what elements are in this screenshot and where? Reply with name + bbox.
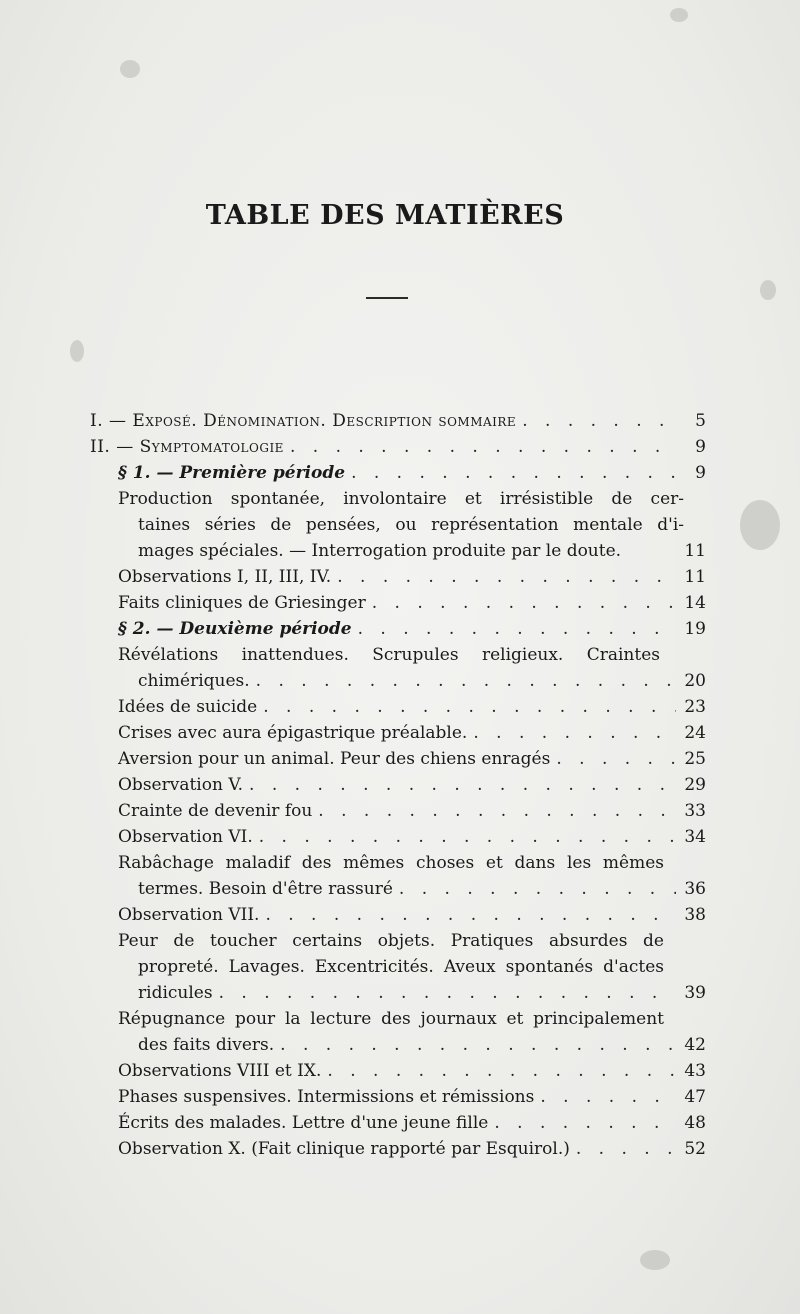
toc-entry	[90, 434, 706, 460]
toc-entry	[118, 798, 706, 824]
toc-line: Rabâchage maladif des mêmes choses et dans les mêmes	[118, 853, 664, 873]
toc-label: Crises avec aura épigastrique préalable.	[118, 723, 468, 743]
paper-stain	[640, 1250, 670, 1270]
toc-page: 11	[684, 567, 706, 587]
toc-entry	[118, 590, 706, 616]
toc-label: des faits divers.	[138, 1035, 275, 1055]
toc-entry	[118, 772, 706, 798]
toc-label: II. — Symptomatologie	[90, 437, 284, 457]
toc-label: Idées de suicide	[118, 697, 258, 717]
toc-label: termes. Besoin d'être rassuré	[138, 879, 393, 899]
toc-page: 33	[684, 801, 706, 821]
toc-label: § 1. — Première période	[118, 463, 346, 483]
toc-label: § 2. — Deuxième période	[118, 619, 352, 639]
toc-page: 14	[684, 593, 706, 613]
toc-entry	[118, 1110, 706, 1136]
toc-page: 39	[684, 983, 706, 1003]
paper-stain	[740, 500, 780, 550]
toc-page: 52	[684, 1139, 706, 1159]
toc-label: mages spéciales. — Interrogation produite par le doute.	[138, 541, 622, 561]
toc-entry	[118, 694, 706, 720]
leader-dots	[393, 876, 676, 902]
leader-dots	[366, 590, 676, 616]
toc-label: Phases suspensives. Intermissions et rémissions	[118, 1087, 535, 1107]
toc-entry	[118, 616, 706, 642]
leader-dots	[331, 564, 676, 590]
leader-dots	[550, 746, 676, 772]
toc-line: Production spontanée, involontaire et irrésistible de cer-	[118, 489, 684, 509]
leader-dots	[257, 694, 676, 720]
toc-page: 47	[684, 1087, 706, 1107]
leader-dots	[243, 772, 676, 798]
toc-entry	[118, 1136, 706, 1162]
toc-line: taines séries de pensées, ou représentation mentale d'i-	[138, 515, 684, 535]
leader-dots	[516, 408, 676, 434]
leader-dots	[467, 720, 676, 746]
toc-page: 43	[684, 1061, 706, 1081]
leader-dots	[250, 668, 676, 694]
toc-label: Crainte de devenir fou	[118, 801, 313, 821]
toc-page: 38	[684, 905, 706, 925]
toc-entry	[118, 564, 706, 590]
toc-page: 48	[684, 1113, 706, 1133]
leader-dots	[488, 1110, 676, 1136]
toc-entry	[118, 1084, 706, 1110]
toc-entry	[118, 642, 706, 694]
toc-page: 29	[684, 775, 706, 795]
toc-entry	[118, 720, 706, 746]
paper-stain	[760, 280, 776, 300]
toc-label: Observations I, II, III, IV.	[118, 567, 332, 587]
toc-page: 25	[684, 749, 706, 769]
toc-page: 34	[684, 827, 706, 847]
leader-dots	[253, 824, 676, 850]
toc-label: Observation V.	[118, 775, 244, 795]
toc-entry	[90, 408, 706, 434]
leader-dots	[345, 460, 676, 486]
paper-stain	[670, 8, 688, 22]
toc-entry	[118, 824, 706, 850]
toc-label: Observation X. (Fait clinique rapporté par Esquirol.)	[118, 1139, 570, 1159]
toc-page: 9	[695, 437, 706, 457]
toc-page: 19	[684, 619, 706, 639]
toc-entry	[118, 850, 706, 902]
toc-page: 5	[695, 411, 706, 431]
leader-dots	[570, 1136, 676, 1162]
leader-dots	[534, 1084, 676, 1110]
toc-page: 23	[684, 697, 706, 717]
page-title: TABLE DES MATIÈRES	[205, 200, 565, 231]
title-rule	[366, 297, 408, 299]
leader-dots	[213, 980, 676, 1006]
toc-line: Peur de toucher certains objets. Pratiques absurdes de	[118, 931, 664, 951]
toc-line: propreté. Lavages. Excentricités. Aveux spontanés d'actes	[138, 957, 664, 977]
toc-line: Révélations inattendues. Scrupules religieux. Craintes	[118, 645, 660, 665]
toc-label: Observation VII.	[118, 905, 260, 925]
toc-entry	[118, 1058, 706, 1084]
toc-line: Répugnance pour la lecture des journaux et principalement	[118, 1009, 664, 1029]
toc-page: 36	[684, 879, 706, 899]
leader-dots	[259, 902, 676, 928]
leader-dots	[312, 798, 676, 824]
leader-dots	[274, 1032, 676, 1058]
toc-entry	[118, 902, 706, 928]
toc-entry	[118, 460, 706, 486]
toc-entry	[118, 1006, 706, 1058]
paper-stain	[120, 60, 140, 78]
toc-entry	[118, 486, 706, 564]
toc-page: 11	[684, 541, 706, 561]
toc-entry	[118, 746, 706, 772]
toc-page: 9	[695, 463, 706, 483]
toc-label: Faits cliniques de Griesinger	[118, 593, 366, 613]
toc-entry	[118, 928, 706, 1006]
toc-label: Observations VIII et IX.	[118, 1061, 322, 1081]
toc-page: 24	[684, 723, 706, 743]
leader-dots	[321, 1058, 676, 1084]
toc-page: 20	[684, 671, 706, 691]
toc-label: chimériques.	[138, 671, 250, 691]
toc-label: Écrits des malades. Lettre d'une jeune fille	[118, 1113, 489, 1133]
leader-dots	[352, 616, 676, 642]
toc-label: I. — Exposé. Dénomination. Description sommaire	[90, 411, 517, 431]
paper-stain	[70, 340, 84, 362]
toc-label: Aversion pour un animal. Peur des chiens enragés	[118, 749, 551, 769]
toc-label: ridicules	[138, 983, 213, 1003]
toc-label: Observation VI.	[118, 827, 253, 847]
leader-dots	[284, 434, 676, 460]
toc-page: 42	[684, 1035, 706, 1055]
